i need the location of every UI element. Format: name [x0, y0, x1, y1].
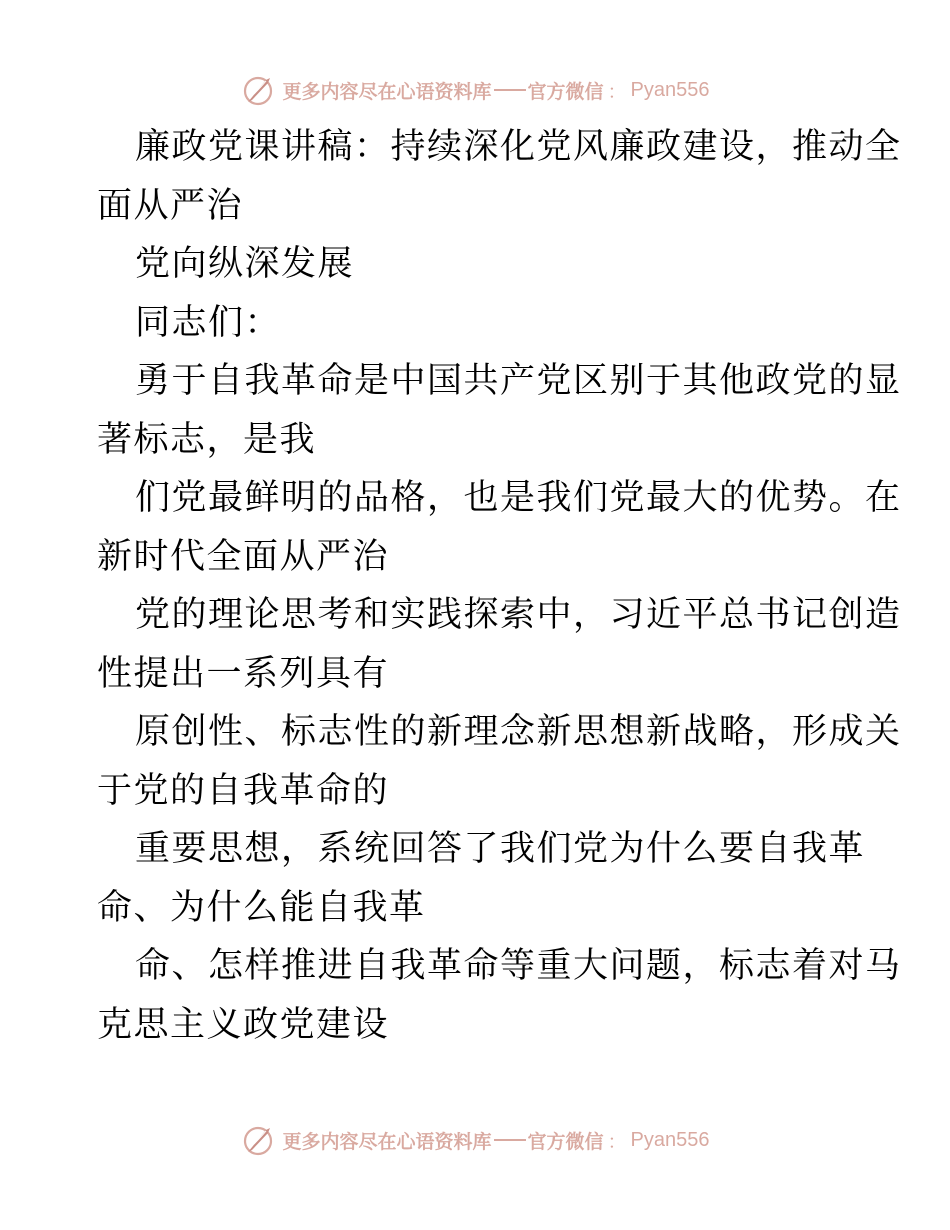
- header-banner: [0, 70, 950, 110]
- text-line: 于党的自我革命的: [97, 770, 390, 811]
- text-line: 廉政党课讲稿：持续深化党风廉政建设，推动全: [135, 127, 902, 167]
- text-line: 著标志，是我: [97, 419, 317, 460]
- banner-separator: ：: [607, 1130, 627, 1153]
- document-body: [97, 118, 902, 1054]
- text-line: 新时代全面从严治: [97, 536, 390, 577]
- footer-banner: [0, 1120, 950, 1160]
- text-line: 党向纵深发展: [135, 244, 355, 284]
- text-line: 性提出一系列具有: [97, 653, 390, 694]
- banner-dash: [494, 1139, 526, 1141]
- text-line: 命、为什么能自我革: [97, 887, 426, 928]
- banner-wechat-label: 官方微信: [527, 80, 604, 103]
- quill-pen-icon: [240, 72, 276, 108]
- text-line: 党的理论思考和实践探索中，习近平总书记创造: [135, 595, 902, 635]
- text-line: 面从严治: [97, 185, 244, 226]
- banner-separator: ：: [607, 80, 627, 103]
- quill-pen-icon: [240, 1122, 276, 1158]
- banner-brand-text: 更多内容尽在心语资料库: [282, 80, 492, 103]
- banner-wechat-label: 官方微信: [527, 1130, 604, 1153]
- text-line: 克思主义政党建设: [97, 1004, 390, 1045]
- banner-dash: [494, 89, 526, 91]
- text-line: 命、怎样推进自我革命等重大问题，标志着对马: [135, 946, 902, 986]
- text-line: 重要思想，系统回答了我们党为什么要自我革: [135, 829, 866, 869]
- banner-brand-text: 更多内容尽在心语资料库: [282, 1130, 492, 1153]
- text-line: 们党最鲜明的品格，也是我们党最大的优势。在: [135, 478, 902, 518]
- banner-wechat-id: Pyan556: [630, 1128, 710, 1151]
- text-line: 同志们：: [135, 302, 282, 343]
- text-line: 原创性、标志性的新理念新思想新战略，形成关: [135, 712, 902, 752]
- text-line: 勇于自我革命是中国共产党区别于其他政党的显: [135, 361, 902, 401]
- banner-wechat-id: Pyan556: [630, 78, 710, 101]
